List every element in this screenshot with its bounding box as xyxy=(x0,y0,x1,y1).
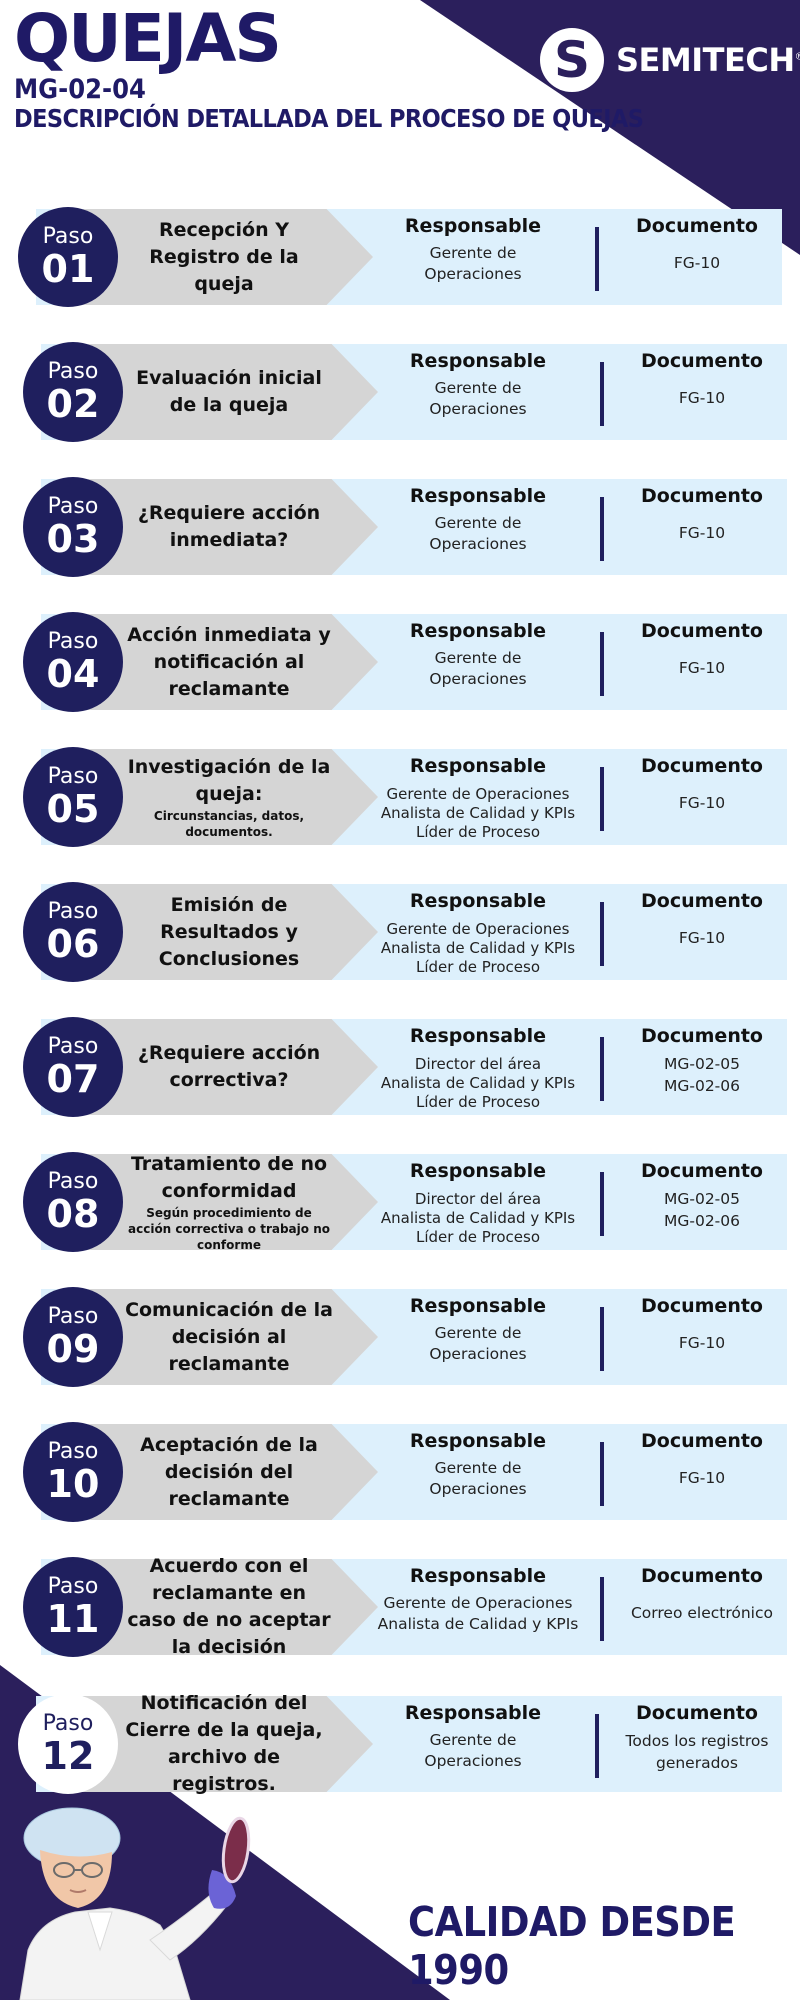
responsable-item: Gerente de Operaciones xyxy=(386,785,570,803)
step-number-badge xyxy=(23,612,123,712)
step-label: Paso xyxy=(42,224,94,249)
documento-heading: Documento xyxy=(641,1160,763,1182)
responsable-heading: Responsable xyxy=(404,215,542,237)
responsable-item: Gerente de xyxy=(429,244,517,262)
responsable-item: Líder de Proceso xyxy=(416,823,540,841)
column-divider xyxy=(595,1714,599,1778)
logo-name-text: SEMITECH xyxy=(616,41,795,79)
documento-block xyxy=(607,1023,797,1097)
documento-item: FG-10 xyxy=(678,524,726,542)
step-number: 04 xyxy=(46,652,100,696)
documento-item: MG-02-05 xyxy=(663,1055,741,1073)
documento-heading: Documento xyxy=(641,1430,763,1452)
documento-heading: Documento xyxy=(641,1025,763,1047)
responsable-item: Operaciones xyxy=(429,1345,527,1363)
documento-block xyxy=(607,1428,797,1489)
documento-item: Todos los registros xyxy=(625,1732,769,1750)
step-number: 01 xyxy=(41,247,95,291)
step-09 xyxy=(23,1289,793,1385)
step-title: Emisión de Resultados y Conclusiones xyxy=(158,893,300,970)
documento-list xyxy=(607,657,797,679)
trademark-symbol: ® xyxy=(794,51,804,63)
column-divider xyxy=(600,1172,604,1236)
documento-item: FG-10 xyxy=(678,929,726,947)
step-title: Evaluación inicial de la queja xyxy=(136,367,322,416)
step-label: Paso xyxy=(42,1711,94,1736)
responsable-block xyxy=(353,483,603,555)
documento-list xyxy=(607,1602,797,1624)
documento-heading: Documento xyxy=(641,890,763,912)
column-divider xyxy=(600,1577,604,1641)
responsable-item: Gerente de Operaciones xyxy=(383,1594,573,1612)
responsable-block xyxy=(353,888,603,977)
responsable-item: Analista de Calidad y KPIs xyxy=(377,1615,579,1633)
step-title: Investigación de la queja: xyxy=(127,756,331,805)
responsable-block xyxy=(353,618,603,690)
responsable-block xyxy=(348,213,598,285)
documento-block xyxy=(607,618,797,679)
responsable-item: Líder de Proceso xyxy=(416,1093,540,1111)
documento-item: MG-02-06 xyxy=(663,1077,741,1095)
responsable-list xyxy=(353,1593,603,1635)
documento-item: FG-10 xyxy=(678,659,726,677)
step-title-block xyxy=(120,209,328,305)
step-number-badge xyxy=(23,1422,123,1522)
documento-item: MG-02-05 xyxy=(663,1190,741,1208)
responsable-item: Gerente de xyxy=(434,379,522,397)
step-label: Paso xyxy=(47,1169,99,1194)
responsable-heading: Responsable xyxy=(409,485,547,507)
documento-block xyxy=(607,348,797,409)
responsable-list xyxy=(353,513,603,555)
responsable-item: Gerente de xyxy=(429,1731,517,1749)
responsable-item: Operaciones xyxy=(424,265,522,283)
step-title-block xyxy=(125,1154,333,1250)
step-number-badge xyxy=(18,207,118,307)
logo-icon xyxy=(540,28,604,92)
step-title-block xyxy=(125,479,333,575)
documento-list xyxy=(607,792,797,814)
step-title-block xyxy=(125,884,333,980)
documento-block xyxy=(607,1293,797,1354)
step-title: Notificación del Cierre de la queja, archivo de registros. xyxy=(125,1692,323,1795)
step-number-badge xyxy=(23,1287,123,1387)
step-number-badge xyxy=(23,882,123,982)
column-divider xyxy=(600,902,604,966)
responsable-heading: Responsable xyxy=(409,1025,547,1047)
step-08 xyxy=(23,1154,793,1250)
responsable-item: Analista de Calidad y KPIs xyxy=(380,804,576,822)
step-title-block xyxy=(125,1289,333,1385)
step-number-badge xyxy=(23,1017,123,1117)
document-code: MG-02-04 xyxy=(14,74,146,105)
responsable-block xyxy=(353,1023,603,1112)
responsable-list xyxy=(353,1458,603,1500)
documento-heading: Documento xyxy=(641,350,763,372)
step-number-badge xyxy=(23,1152,123,1252)
documento-item: FG-10 xyxy=(678,1469,726,1487)
step-title-block xyxy=(120,1692,328,1795)
responsable-item: Operaciones xyxy=(429,535,527,553)
step-number-badge xyxy=(18,1694,118,1794)
responsable-list xyxy=(353,1055,603,1112)
step-number-badge xyxy=(23,342,123,442)
step-title: Acuerdo con el reclamante en caso de no aceptar la decisión xyxy=(127,1555,331,1658)
step-label: Paso xyxy=(47,359,99,384)
documento-block xyxy=(607,753,797,814)
responsable-block xyxy=(353,1563,603,1635)
step-label: Paso xyxy=(47,1304,99,1329)
documento-heading: Documento xyxy=(641,755,763,777)
responsable-item: Gerente de xyxy=(434,1459,522,1477)
responsable-heading: Responsable xyxy=(409,1565,547,1587)
responsable-heading: Responsable xyxy=(409,620,547,642)
step-label: Paso xyxy=(47,1574,99,1599)
responsable-block xyxy=(353,1293,603,1365)
step-title-block xyxy=(125,614,333,710)
step-01 xyxy=(18,209,788,305)
responsable-list xyxy=(353,920,603,977)
column-divider xyxy=(600,632,604,696)
step-03 xyxy=(23,479,793,575)
column-divider xyxy=(600,1442,604,1506)
page-title: QUEJAS xyxy=(14,0,280,77)
documento-list xyxy=(607,927,797,949)
documento-item: FG-10 xyxy=(678,794,726,812)
step-title: ¿Requiere acción correctiva? xyxy=(137,1042,321,1091)
step-label: Paso xyxy=(47,1034,99,1059)
documento-heading: Documento xyxy=(641,1565,763,1587)
step-number: 05 xyxy=(46,787,100,831)
column-divider xyxy=(600,497,604,561)
step-number: 08 xyxy=(46,1192,100,1236)
responsable-list xyxy=(348,1730,598,1772)
step-11 xyxy=(23,1555,793,1658)
documento-block xyxy=(607,1563,797,1624)
step-number: 03 xyxy=(46,517,100,561)
documento-heading: Documento xyxy=(641,620,763,642)
step-number: 02 xyxy=(46,382,100,426)
responsable-list xyxy=(353,785,603,842)
responsable-item: Analista de Calidad y KPIs xyxy=(380,939,576,957)
step-note: Circunstancias, datos, documentos. xyxy=(153,809,305,839)
documento-item: Correo electrónico xyxy=(630,1604,773,1622)
step-title-block xyxy=(125,749,333,845)
responsable-item: Operaciones xyxy=(429,400,527,418)
documento-list xyxy=(607,1053,797,1097)
step-label: Paso xyxy=(47,494,99,519)
documento-block xyxy=(602,1700,792,1774)
step-title: Aceptación de la decisión del reclamante xyxy=(140,1433,318,1510)
step-label: Paso xyxy=(47,764,99,789)
step-title: Comunicación de la decisión al reclamante xyxy=(125,1298,333,1375)
step-title: Acción inmediata y notificación al reclamante xyxy=(127,623,331,700)
responsable-list xyxy=(353,648,603,690)
responsable-item: Operaciones xyxy=(429,1480,527,1498)
step-title: ¿Requiere acción inmediata? xyxy=(137,502,321,551)
responsable-block xyxy=(348,1700,598,1772)
responsable-item: Director del área xyxy=(414,1190,542,1208)
documento-list xyxy=(602,252,792,274)
responsable-item: Gerente de xyxy=(434,649,522,667)
responsable-block xyxy=(353,348,603,420)
documento-heading: Documento xyxy=(636,1702,758,1724)
step-title-block xyxy=(125,1555,333,1658)
responsable-heading: Responsable xyxy=(409,350,547,372)
step-title: Recepción Y Registro de la queja xyxy=(149,218,299,295)
step-number: 12 xyxy=(41,1734,95,1778)
step-title: Tratamiento de no conformidad xyxy=(130,1153,328,1202)
logo-name xyxy=(616,41,804,79)
responsable-list xyxy=(353,378,603,420)
responsable-heading: Responsable xyxy=(409,1430,547,1452)
page-subtitle: DESCRIPCIÓN DETALLADA DEL PROCESO DE QUEJAS xyxy=(14,104,644,133)
documento-heading: Documento xyxy=(641,485,763,507)
documento-heading: Documento xyxy=(636,215,758,237)
documento-block xyxy=(602,213,792,274)
documento-item: MG-02-06 xyxy=(663,1212,741,1230)
step-note: Según procedimiento de acción correctiva o trabajo no conforme xyxy=(128,1206,330,1252)
column-divider xyxy=(600,767,604,831)
step-label: Paso xyxy=(47,1439,99,1464)
step-12 xyxy=(18,1692,788,1795)
step-02 xyxy=(23,344,793,440)
lab-technician-illustration xyxy=(0,1800,290,2000)
documento-heading: Documento xyxy=(641,1295,763,1317)
responsable-list xyxy=(353,1323,603,1365)
responsable-item: Gerente de Operaciones xyxy=(386,920,570,938)
semitech-logo xyxy=(540,28,804,92)
step-10 xyxy=(23,1424,793,1520)
documento-block xyxy=(607,483,797,544)
step-title-block xyxy=(125,1424,333,1520)
responsable-heading: Responsable xyxy=(404,1702,542,1724)
responsable-heading: Responsable xyxy=(409,1160,547,1182)
documento-item: generados xyxy=(655,1754,738,1772)
documento-item: FG-10 xyxy=(673,254,721,272)
responsable-item: Analista de Calidad y KPIs xyxy=(380,1209,576,1227)
documento-list xyxy=(607,1188,797,1232)
step-number: 07 xyxy=(46,1057,100,1101)
column-divider xyxy=(600,1307,604,1371)
step-number-badge xyxy=(23,477,123,577)
step-05 xyxy=(23,749,793,845)
documento-list xyxy=(607,1467,797,1489)
responsable-heading: Responsable xyxy=(409,890,547,912)
step-number: 09 xyxy=(46,1327,100,1371)
step-number: 11 xyxy=(46,1597,100,1641)
documento-block xyxy=(607,1158,797,1232)
step-label: Paso xyxy=(47,899,99,924)
documento-item: FG-10 xyxy=(678,389,726,407)
column-divider xyxy=(600,1037,604,1101)
step-06 xyxy=(23,884,793,980)
documento-block xyxy=(607,888,797,949)
responsable-item: Gerente de xyxy=(434,514,522,532)
step-number: 06 xyxy=(46,922,100,966)
responsable-item: Líder de Proceso xyxy=(416,1228,540,1246)
column-divider xyxy=(595,227,599,291)
responsable-item: Analista de Calidad y KPIs xyxy=(380,1074,576,1092)
responsable-list xyxy=(348,243,598,285)
responsable-item: Director del área xyxy=(414,1055,542,1073)
slogan: CALIDAD DESDE 1990 xyxy=(408,1898,736,1994)
step-number: 10 xyxy=(46,1462,100,1506)
responsable-heading: Responsable xyxy=(409,755,547,777)
documento-list xyxy=(602,1730,792,1774)
responsable-item: Operaciones xyxy=(424,1752,522,1770)
logo-letter: S xyxy=(553,31,590,89)
step-number-badge xyxy=(23,1557,123,1657)
documento-list xyxy=(607,522,797,544)
step-label: Paso xyxy=(47,629,99,654)
responsable-block xyxy=(353,753,603,842)
column-divider xyxy=(600,362,604,426)
step-number-badge xyxy=(23,747,123,847)
responsable-block xyxy=(353,1158,603,1247)
responsable-item: Gerente de xyxy=(434,1324,522,1342)
responsable-item: Líder de Proceso xyxy=(416,958,540,976)
step-title-block xyxy=(125,1019,333,1115)
responsable-list xyxy=(353,1190,603,1247)
step-07 xyxy=(23,1019,793,1115)
documento-item: FG-10 xyxy=(678,1334,726,1352)
responsable-block xyxy=(353,1428,603,1500)
documento-list xyxy=(607,387,797,409)
step-title-block xyxy=(125,344,333,440)
documento-list xyxy=(607,1332,797,1354)
responsable-heading: Responsable xyxy=(409,1295,547,1317)
step-04 xyxy=(23,614,793,710)
responsable-item: Operaciones xyxy=(429,670,527,688)
